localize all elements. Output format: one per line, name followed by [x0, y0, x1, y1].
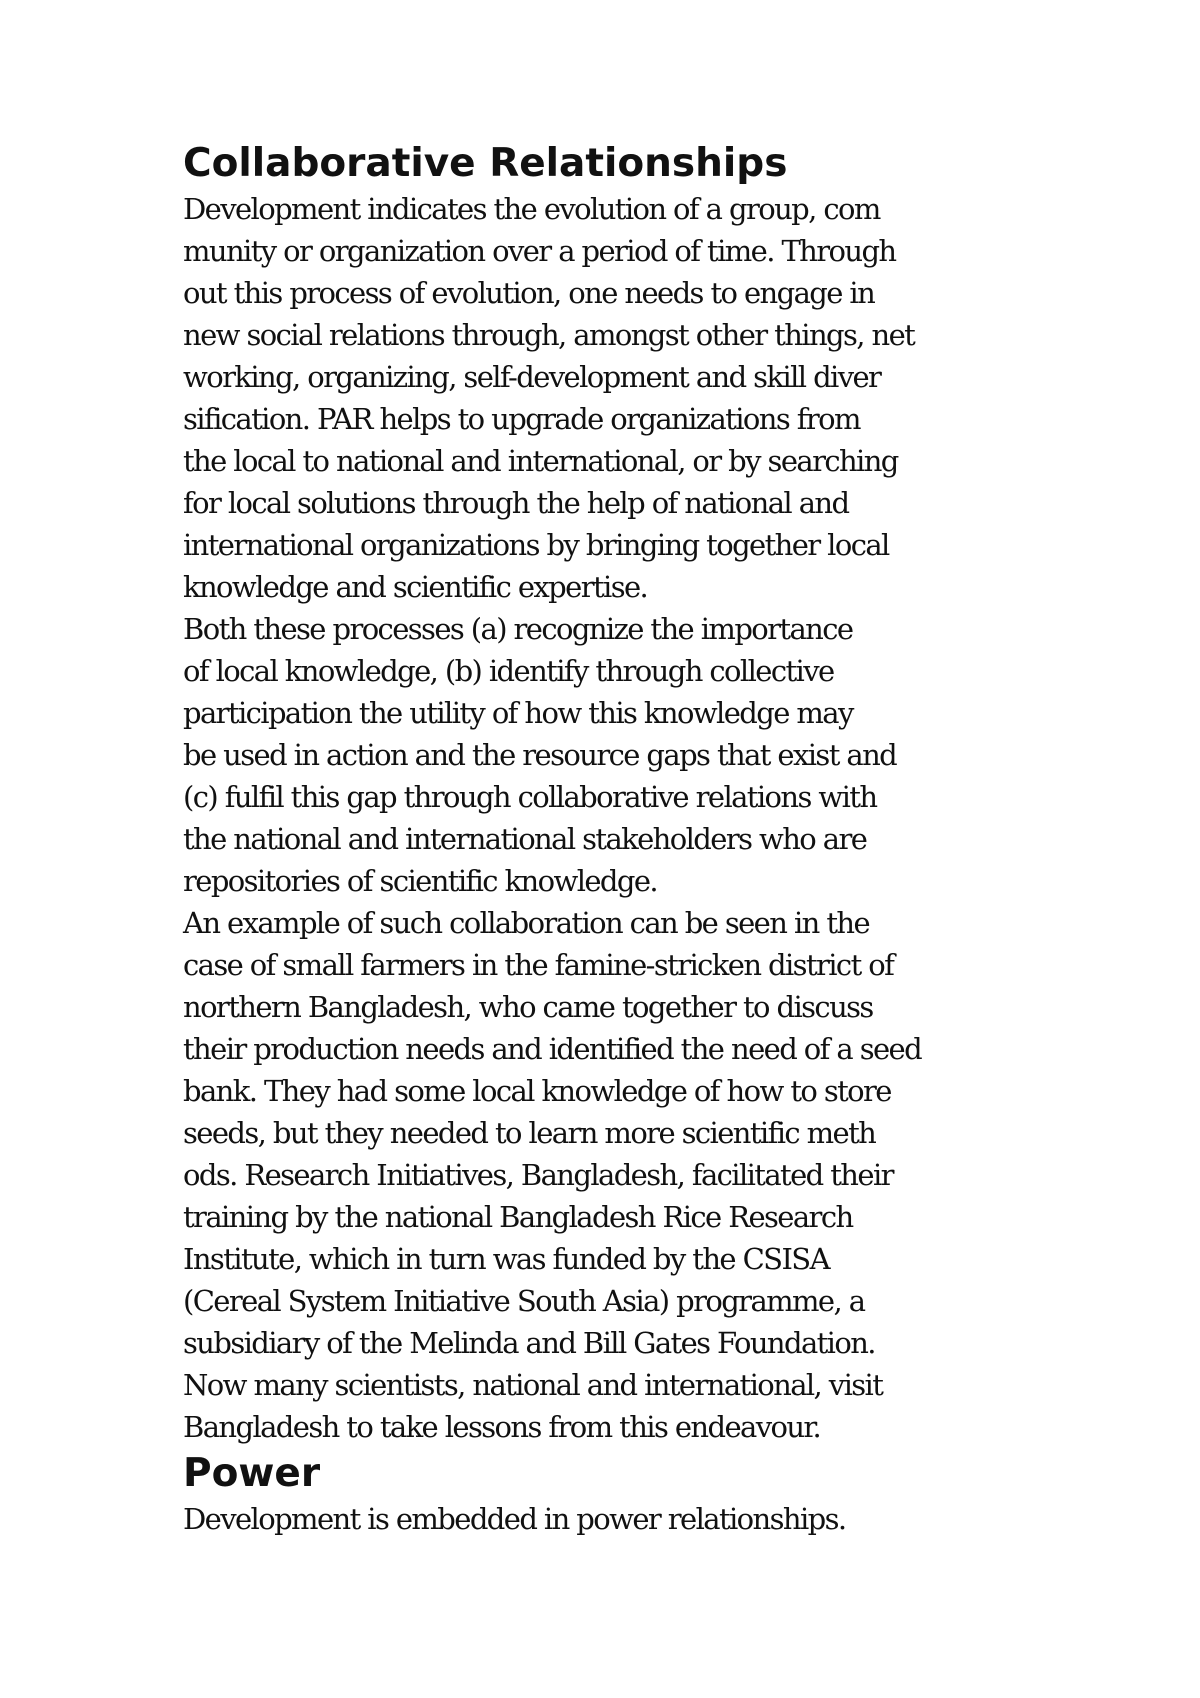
paragraph [183, 902, 1033, 1448]
text-line: northern Bangladesh, who came together to discuss [183, 990, 873, 1024]
text-line: their production needs and identified the need of a seed [183, 1032, 922, 1066]
section-body [183, 1498, 1033, 1540]
text-line: Development is embedded in power relationships. [183, 1502, 846, 1536]
section-heading: Power [183, 1451, 321, 1496]
section-heading: Collaborative Relationships [183, 141, 788, 186]
section-collaborative-relationships [183, 140, 1033, 1448]
text-line: subsidiary of the Melinda and Bill Gates Foundation. [183, 1326, 875, 1360]
text-line: be used in action and the resource gaps that exist and [183, 738, 897, 772]
text-line: knowledge and scientific expertise. [183, 570, 648, 604]
text-line: training by the national Bangladesh Rice Research [183, 1200, 853, 1234]
text-line: Development indicates the evolution of a group, com [183, 192, 880, 226]
text-line: (c) fulfil this gap through collaborative relations with [183, 780, 877, 814]
text-line: Both these processes (a) recognize the importance [183, 612, 853, 646]
text-line: seeds, but they needed to learn more scientific meth [183, 1116, 876, 1150]
text-line: of local knowledge, (b) identify through collective [183, 654, 834, 688]
section-body [183, 188, 1033, 1448]
section-power [183, 1450, 1033, 1540]
text-line: working, organizing, self-development and skill diver [183, 360, 881, 394]
text-line: repositories of scientific knowledge. [183, 864, 658, 898]
text-line: new social relations through, amongst other things, net [183, 318, 915, 352]
text-line: An example of such collaboration can be seen in the [183, 906, 870, 940]
text-line: ods. Research Initiatives, Bangladesh, facilitated their [183, 1158, 893, 1192]
text-line: Bangladesh to take lessons from this endeavour. [183, 1410, 821, 1444]
text-line: the local to national and international, or by searching [183, 444, 898, 478]
text-line: for local solutions through the help of national and [183, 486, 849, 520]
paragraph [183, 608, 1033, 902]
text-line: munity or organization over a period of time. Through [183, 234, 896, 268]
text-line: the national and international stakeholders who are [183, 822, 867, 856]
text-line: bank. They had some local knowledge of how to store [183, 1074, 891, 1108]
paragraph [183, 188, 1033, 608]
text-line: participation the utility of how this knowledge may [183, 696, 853, 730]
text-line: Institute, which in turn was funded by the CSISA [183, 1242, 829, 1276]
text-line: out this process of evolution, one needs to engage in [183, 276, 875, 310]
paragraph [183, 1498, 1033, 1540]
text-line: (Cereal System Initiative South Asia) programme, a [183, 1284, 865, 1318]
text-line: sification. PAR helps to upgrade organizations from [183, 402, 860, 436]
text-line: Now many scientists, national and international, visit [183, 1368, 883, 1402]
text-line: case of small farmers in the famine-stricken district of [183, 948, 894, 982]
text-line: international organizations by bringing together local [183, 528, 889, 562]
